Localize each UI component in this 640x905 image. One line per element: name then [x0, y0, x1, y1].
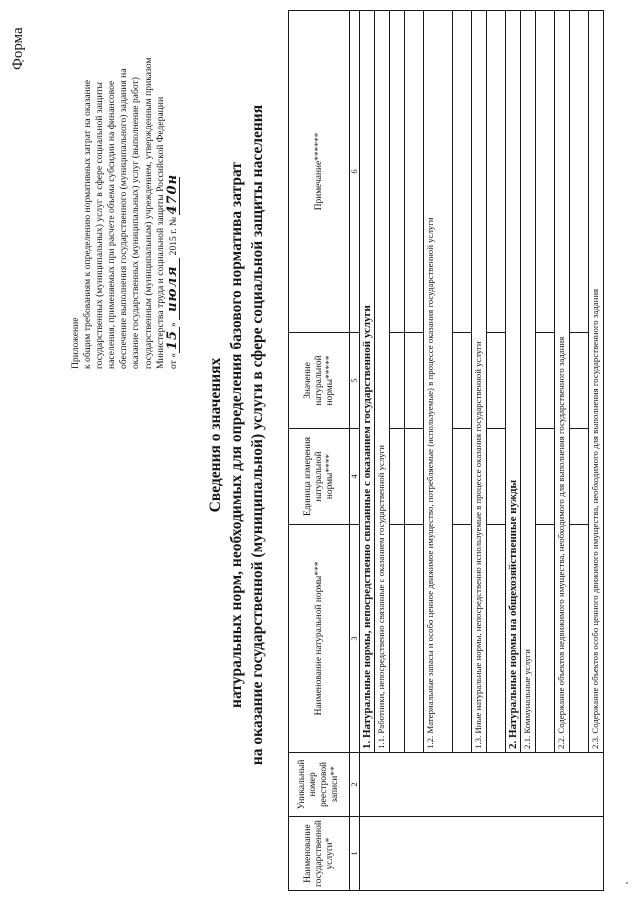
appendix-line: государственным (муниципальным) учреждением, утвержденным приказом: [142, 57, 154, 369]
subsection-1-3: 1.3. Иные натуральные нормы, непосредственно используемые в процессе оказания государственной услуги: [472, 11, 487, 753]
appendix-line: государственных (муниципальных) услуг в сфере социальной защиты: [94, 82, 106, 369]
appendix-line: Приложение: [70, 317, 81, 369]
value-cell: [536, 333, 555, 429]
appendix-line: Министерства труда и социальной защиты Российской Федерации: [154, 96, 166, 369]
date-prefix: от «: [167, 352, 179, 369]
column-number: 4: [350, 429, 360, 525]
unit-cell: [536, 429, 555, 525]
subsection-2-1: 2.1. Коммунальные услуги: [521, 11, 536, 753]
norm-name-cell: [487, 525, 506, 753]
table-header-row: [289, 11, 350, 891]
document-title: [205, 85, 268, 785]
note-cell: [405, 11, 424, 333]
value-cell: [390, 333, 405, 429]
header-norm-value: Значение натуральной нормы*****: [289, 333, 350, 429]
unit-cell: [390, 429, 405, 525]
value-cell: [487, 333, 506, 429]
norm-name-cell: [570, 525, 589, 753]
header-registry-number: Уникальный номер реестровой записи**: [289, 753, 350, 817]
value-cell: [453, 333, 472, 429]
unit-cell: [570, 429, 589, 525]
note-cell: [390, 11, 405, 333]
appendix-line: к общим требованиям к определению нормативных затрат на оказание: [82, 79, 94, 369]
note-cell: [570, 11, 589, 333]
subsection-1-2: 1.2. Материальные запасы и особо ценное движимое имущество, потребляемые (используемые) в процессе оказания государственной услуги: [424, 11, 453, 753]
header-unit: Единица измерения натуральной нормы****: [289, 429, 350, 525]
column-number: 3: [350, 525, 360, 753]
handwritten-day: 15: [167, 327, 180, 353]
scan-speck: [626, 882, 628, 884]
column-number: 6: [350, 11, 360, 333]
title-line-3: на оказание государственной (муниципальной) услуги в сфере социальной защиты населения: [249, 104, 266, 766]
value-cell: [570, 333, 589, 429]
appendix-block: [70, 29, 180, 369]
appendix-line: населения, применяемых при расчете объема субсидии на финансовое: [106, 80, 118, 369]
subsection-1-1: 1.1. Работники, непосредственно связанные с оказанием государственной услуги: [375, 11, 390, 753]
norm-name-cell: [405, 525, 424, 753]
service-name-cell: [360, 817, 604, 891]
column-number: 1: [350, 817, 360, 891]
column-number: 2: [350, 753, 360, 817]
natural-norms-table: [288, 10, 604, 891]
header-note: Примечание******: [289, 11, 350, 333]
section-1-heading: 1. Натуральные нормы, непосредственно связанные с оказанием государственной услуги: [360, 11, 375, 753]
subsection-2-2: 2.2. Содержание объектов недвижимого имущества, необходимого для выполнения государственного задания: [555, 11, 570, 753]
header-norm-name: Наименование натуральной нормы***: [289, 525, 350, 753]
unit-cell: [487, 429, 506, 525]
norm-name-cell: [390, 525, 405, 753]
appendix-date-line: [164, 29, 180, 369]
value-cell: [405, 333, 424, 429]
form-label: Форма: [10, 27, 26, 70]
note-cell: [536, 11, 555, 333]
unit-cell: [405, 429, 424, 525]
table-row: [360, 11, 375, 891]
norm-name-cell: [536, 525, 555, 753]
norm-name-cell: [453, 525, 472, 753]
title-line-1: Сведения о значениях: [207, 357, 224, 513]
column-number: 5: [350, 333, 360, 429]
column-number-row: [350, 11, 360, 891]
section-2-heading: 2. Натуральные нормы на общехозяйственные нужды: [506, 11, 521, 753]
appendix-line: обеспечение выполнения государственного (муниципального) задания на: [118, 68, 130, 369]
registry-number-cell: [360, 753, 604, 817]
handwritten-month: июля: [167, 258, 180, 320]
date-year: 2015 г. №: [167, 216, 179, 256]
note-cell: [487, 11, 506, 333]
handwritten-number: 470н: [164, 173, 180, 215]
subsection-2-3: 2.3. Содержание объектов особо ценного движимого имущества, необходимого для выполнения государственного задания: [589, 11, 604, 753]
header-service-name: Наименование государственной услуги*: [289, 817, 350, 891]
date-mid: »: [167, 322, 179, 327]
unit-cell: [453, 429, 472, 525]
appendix-line: оказание государственных (муниципальных) услуг (выполнение работ): [130, 77, 142, 369]
title-line-2: натуральных норм, необходимых для определения базового норматива затрат: [228, 162, 245, 708]
note-cell: [453, 11, 472, 333]
